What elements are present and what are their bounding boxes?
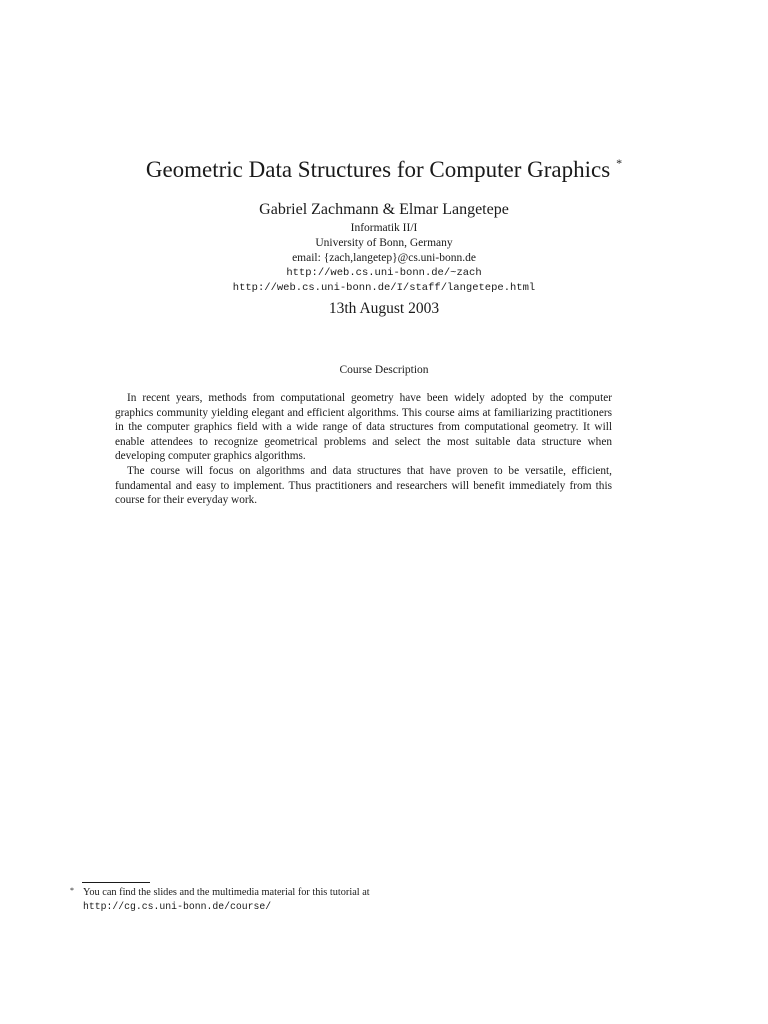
publication-date: 13th August 2003 <box>328 300 440 317</box>
footnote-rule <box>82 882 150 883</box>
paper-title <box>0 148 768 185</box>
footnote <box>70 886 370 914</box>
footnote-text: You can find the slides and the multimedia material for this tutorial at <box>83 887 370 898</box>
footnote-marker: * <box>70 886 74 895</box>
author-url-zach[interactable]: http://web.cs.uni-bonn.de/~zach <box>286 267 482 279</box>
author-names: Gabriel Zachmann & Elmar Langetepe <box>259 201 509 218</box>
paragraph-2: The course will focus on algorithms and data structures that have proven to be versatile, efficient, fundamental and easy to implement. Thus practitioners and researchers will benefit immediately from this course for their everyday work. <box>115 464 612 507</box>
author-url-langetepe[interactable]: http://web.cs.uni-bonn.de/I/staff/langetepe.html <box>232 282 536 294</box>
paragraph-1: In recent years, methods from computational geometry have been widely adopted by the computer graphics community yielding elegant and efficient algorithms. This course aims at familiarizing practitioners in the computer graphics field with a wide range of data structures from computational geometry. It will enable attendees to recognize geometrical problems and select the most suitable data structure when developing computer graphics algorithms. <box>115 392 612 463</box>
footnote-body <box>83 886 370 914</box>
footnote-url[interactable]: http://cg.cs.uni-bonn.de/course/ <box>83 901 272 912</box>
affiliation-university: University of Bonn, Germany <box>315 237 453 249</box>
abstract-body <box>115 391 612 508</box>
affiliation-email: email: {zach,langetep}@cs.uni-bonn.de <box>292 252 476 264</box>
title-footnote-marker[interactable]: * <box>616 156 623 170</box>
section-heading: Course Description <box>339 364 429 376</box>
author-block <box>0 199 768 296</box>
affiliation-department: Informatik II/I <box>350 222 418 234</box>
paper-title-text: Geometric Data Structures for Computer Graphics <box>145 157 611 182</box>
